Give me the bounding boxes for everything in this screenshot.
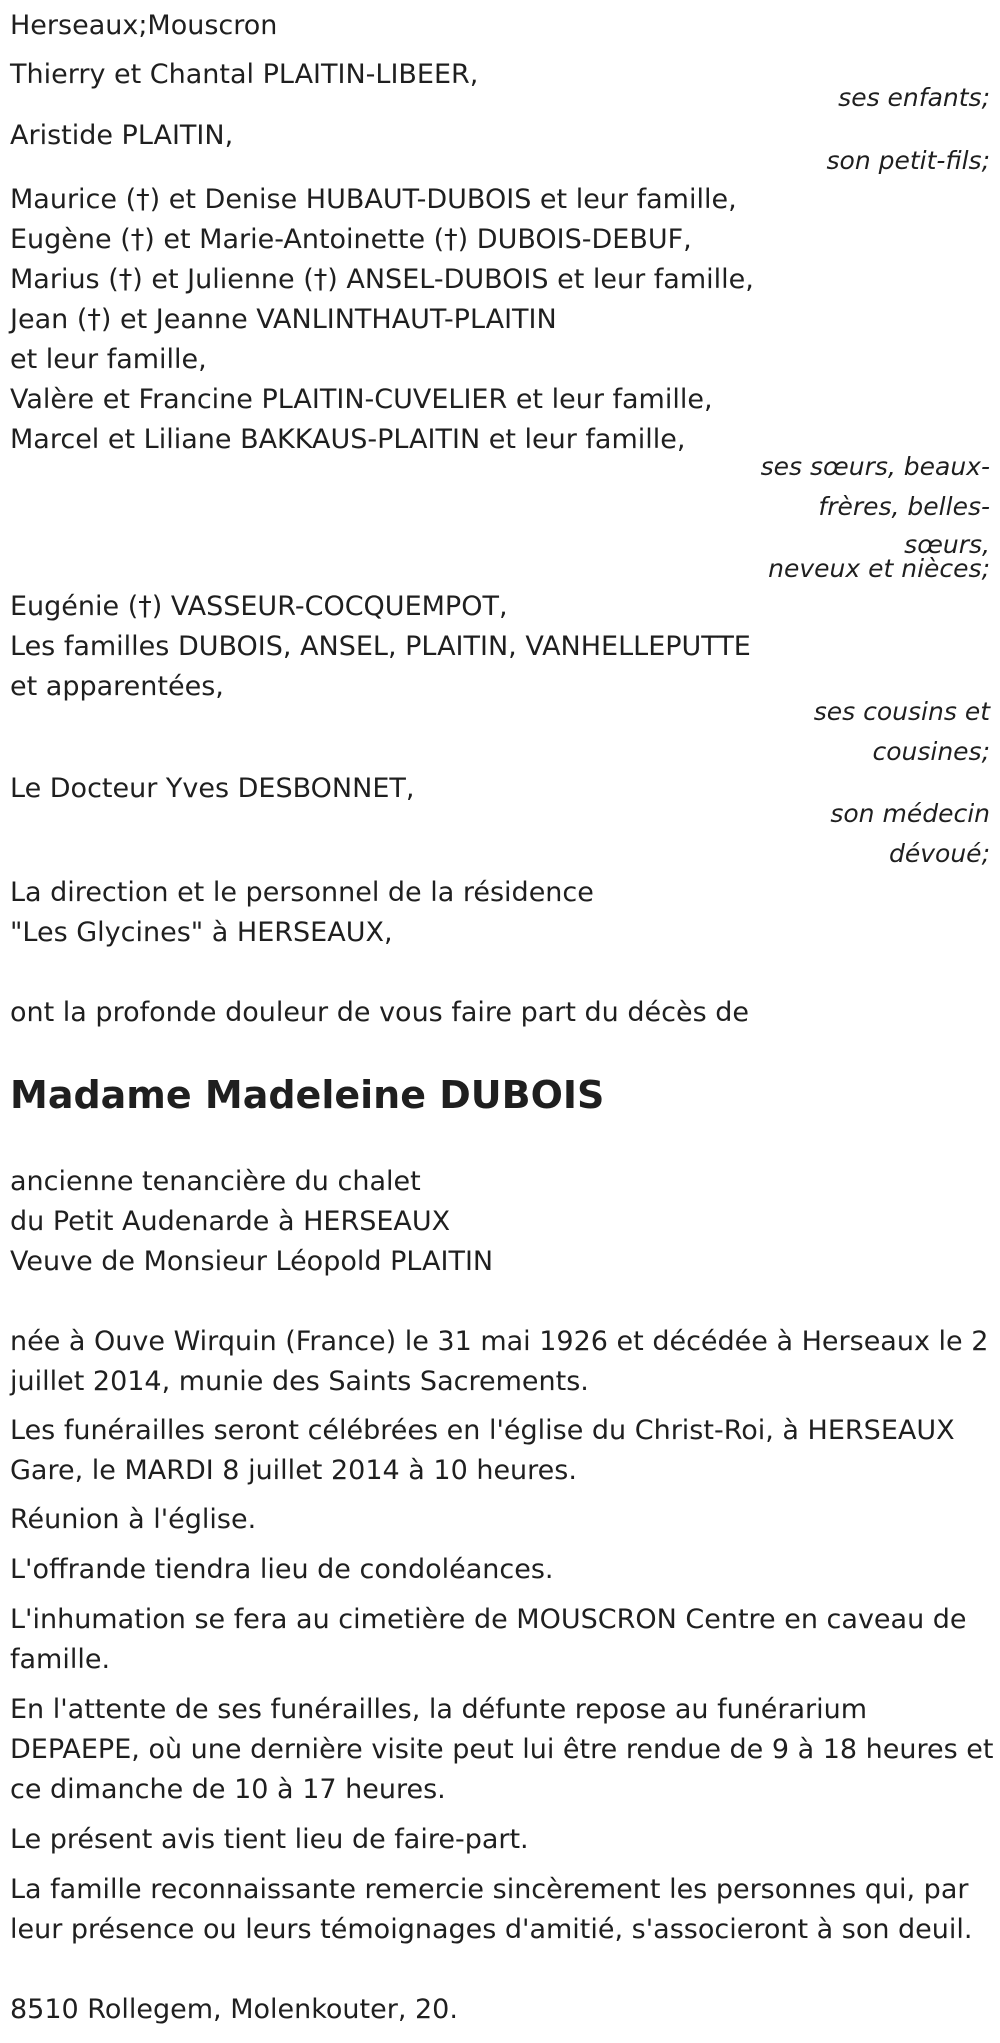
siblings-role-line-3: sœurs, [904, 530, 990, 559]
doctor-role-line-2: dévoué; [889, 839, 990, 868]
doctor-role-line-1: son médecin [830, 799, 990, 828]
sibling-line-5: et leur famille, [10, 344, 207, 375]
cousin-line-2: Les familles DUBOIS, ANSEL, PLAITIN, VANHELLEPUTTE [10, 631, 751, 662]
location-header: Herseaux;Mouscron [10, 10, 278, 41]
grandson-role: son petit-fils; [826, 146, 990, 175]
visitation-line-3: ce dimanche de 10 à 17 heures. [10, 1774, 446, 1805]
deceased-detail-1: ancienne tenancière du chalet [10, 1166, 421, 1197]
doctor-name: Le Docteur Yves DESBONNET, [10, 773, 415, 804]
grandson-name: Aristide PLAITIN, [10, 120, 234, 151]
cousin-line-1: Eugénie (†) VASSEUR-COCQUEMPOT, [10, 591, 508, 622]
birth-death-line-1: née à Ouve Wirquin (France) le 31 mai 1926 et décédée à Herseaux le 2 [10, 1326, 989, 1357]
announcement-text: ont la profonde douleur de vous faire part du décès de [10, 997, 749, 1028]
siblings-role-line-2: frères, belles- [818, 492, 990, 521]
deceased-detail-2: du Petit Audenarde à HERSEAUX [10, 1206, 451, 1237]
sibling-line-6: Valère et Francine PLAITIN-CUVELIER et leur famille, [10, 384, 713, 415]
sibling-line-7: Marcel et Liliane BAKKAUS-PLAITIN et leur famille, [10, 424, 686, 455]
deceased-name: Madame Madeleine DUBOIS [10, 1073, 605, 1117]
condolences-text: L'offrande tiendra lieu de condoléances. [10, 1554, 554, 1585]
deceased-detail-3: Veuve de Monsieur Léopold PLAITIN [10, 1246, 494, 1277]
burial-line-1: L'inhumation se fera au cimetière de MOUSCRON Centre en caveau de [10, 1604, 967, 1635]
thanks-line-2: leur présence ou leurs témoignages d'amitié, s'associeront à son deuil. [10, 1914, 973, 1945]
residence-line-2: "Les Glycines" à HERSEAUX, [10, 917, 393, 948]
siblings-role-line-1: ses sœurs, beaux- [760, 452, 990, 481]
burial-line-2: famille. [10, 1644, 111, 1675]
children-role: ses enfants; [838, 83, 990, 112]
visitation-line-1: En l'attente de ses funérailles, la défunte repose au funérarium [10, 1694, 868, 1725]
funeral-line-2: Gare, le MARDI 8 juillet 2014 à 10 heures. [10, 1455, 577, 1486]
cousins-role-line-1: ses cousins et [813, 697, 990, 726]
sibling-line-2: Eugène (†) et Marie-Antoinette (†) DUBOIS-DEBUF, [10, 224, 692, 255]
address-text: 8510 Rollegem, Molenkouter, 20. [10, 1994, 458, 2025]
sibling-line-3: Marius (†) et Julienne (†) ANSEL-DUBOIS et leur famille, [10, 264, 754, 295]
meeting-text: Réunion à l'église. [10, 1504, 257, 1535]
sibling-line-4: Jean (†) et Jeanne VANLINTHAUT-PLAITIN [10, 304, 557, 335]
cousins-role-line-2: cousines; [872, 737, 990, 766]
cousin-line-3: et apparentées, [10, 671, 224, 702]
residence-line-1: La direction et le personnel de la résidence [10, 877, 594, 908]
sibling-line-1: Maurice (†) et Denise HUBAUT-DUBOIS et leur famille, [10, 184, 737, 215]
siblings-role-line-4: neveux et nièces; [768, 554, 990, 583]
children-names: Thierry et Chantal PLAITIN-LIBEER, [10, 59, 479, 90]
birth-death-line-2: juillet 2014, munie des Saints Sacrements. [10, 1366, 589, 1397]
visitation-line-2: DEPAEPE, où une dernière visite peut lui être rendue de 9 à 18 heures et [10, 1734, 994, 1765]
thanks-line-1: La famille reconnaissante remercie sincèrement les personnes qui, par [10, 1874, 969, 1905]
notice-text: Le présent avis tient lieu de faire-part. [10, 1824, 529, 1855]
funeral-line-1: Les funérailles seront célébrées en l'église du Christ-Roi, à HERSEAUX [10, 1415, 955, 1446]
